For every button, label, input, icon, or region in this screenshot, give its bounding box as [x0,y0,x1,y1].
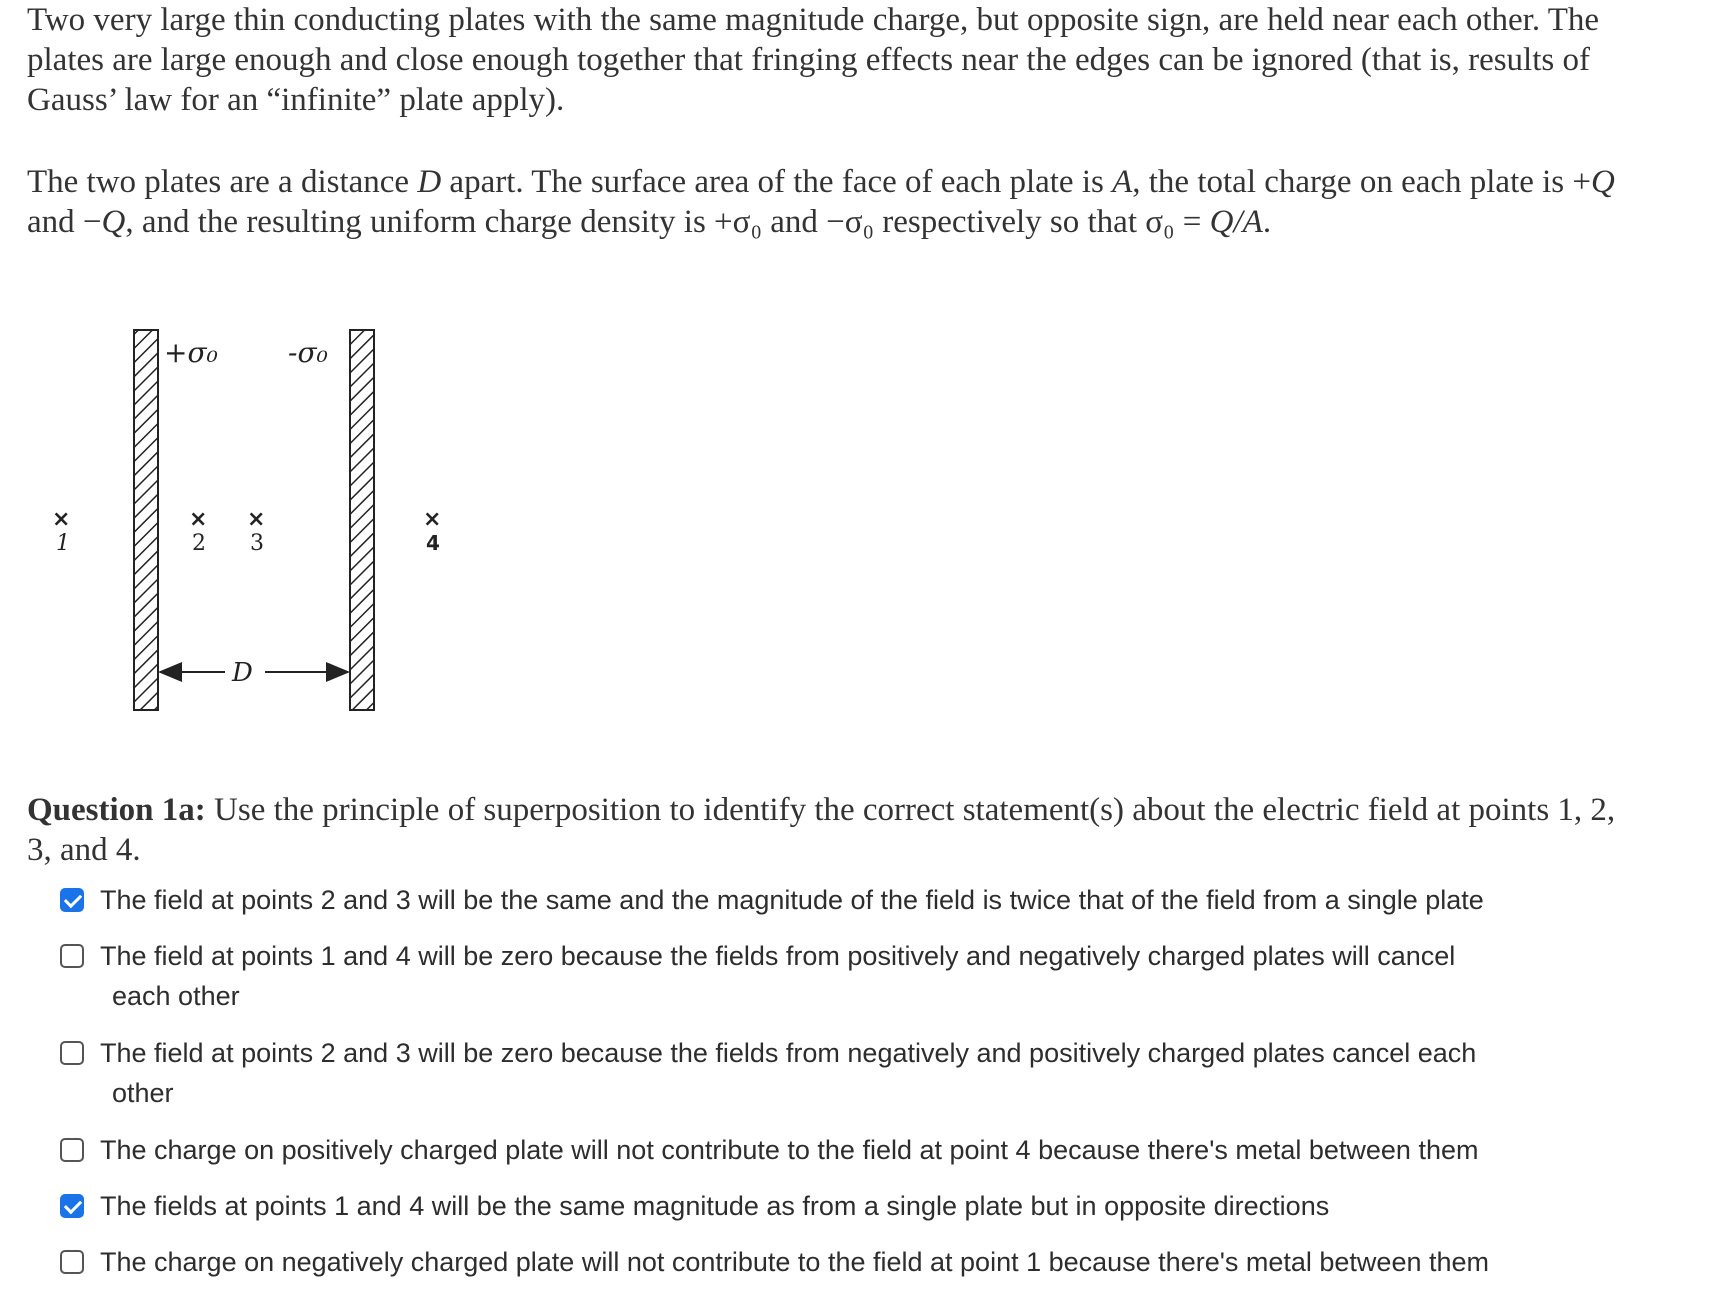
intro-paragraph-1 [27,0,1647,120]
point-3 [247,507,265,556]
var-Q-over-A: Q/A [1209,204,1263,240]
svg-text:1: 1 [56,531,70,556]
option-3-checkbox[interactable] [60,1041,84,1065]
option-4[interactable] [58,1130,1678,1170]
point-4 [423,507,441,555]
p2-text-d: and − [27,204,102,240]
option-4-label: The charge on positively charged plate will not contribute to the field at point 4 because there's metal between them [100,1135,1479,1165]
distance-arrow [160,658,348,688]
point-1 [52,507,70,556]
option-2-checkbox[interactable] [60,944,84,968]
point-2 [189,507,207,556]
option-5[interactable] [58,1186,1678,1226]
p2-text-f: . [1262,204,1272,240]
svg-text:×: × [247,507,266,532]
svg-text:×: × [423,507,442,532]
option-2-label: The field at points 1 and 4 will be zero because the fields from positively and negatively charged plates will cancel [100,941,1456,971]
svg-text:3: 3 [250,531,264,556]
option-3-label: The field at points 2 and 3 will be zero because the fields from negatively and positively charged plates cancel each [100,1038,1477,1068]
svg-text:×: × [189,507,208,532]
option-2[interactable] [58,936,1678,1016]
option-5-checkbox[interactable] [60,1194,84,1218]
option-1-checkbox[interactable] [60,888,84,912]
positive-plate-label: +σ₀ [164,336,218,369]
p2-text-b: apart. The surface area of the face of each plate is [441,164,1113,200]
question-label: Question 1a: [27,792,206,828]
option-5-label: The fields at points 1 and 4 will be the same magnitude as from a single plate but in opposite directions [100,1191,1330,1221]
distance-label: D [232,658,253,688]
var-A: A [1112,164,1133,200]
var-D: D [417,164,442,200]
option-6[interactable] [58,1242,1678,1282]
option-3[interactable] [58,1033,1678,1113]
option-3-label-cont: other [112,1078,174,1108]
var-Q-negative: Q [101,204,126,240]
question-1a [27,790,1647,870]
p2-text-a: The two plates are a distance [27,164,418,200]
option-6-checkbox[interactable] [60,1250,84,1274]
question-text: Use the principle of superposition to identify the correct statement(s) about the electric field at points 1, 2, 3, and 4. [27,792,1616,868]
svg-text:4: 4 [426,531,440,555]
option-1-label: The field at points 2 and 3 will be the same and the magnitude of the field is twice that of the field from a single plate [100,885,1484,915]
var-Q-positive: Q [1591,164,1615,200]
negative-plate-label: -σ₀ [288,336,328,369]
negative-plate [350,330,374,710]
svg-text:2: 2 [192,531,206,556]
parallel-plates-diagram [40,300,520,740]
option-4-checkbox[interactable] [60,1138,84,1162]
intro-p1-text: Two very large thin conducting plates with the same magnitude charge, but opposite sign, are held near each other. The plates are large enough and close enough together that fringing effects near the edges can be ignored (that is, results of Gauss’ law for an “infinite” plate apply). [27,2,1600,118]
svg-text:×: × [52,507,71,532]
p2-text-e: , and the resulting uniform charge density is +σ₀ and −σ₀ respectively so that σ₀ = [125,204,1210,240]
positive-plate [134,330,158,710]
intro-paragraph-2 [27,162,1647,242]
option-1[interactable] [58,880,1678,920]
option-2-label-cont: each other [112,981,240,1011]
p2-text-c: , the total charge on each plate is + [1132,164,1592,200]
option-6-label: The charge on negatively charged plate will not contribute to the field at point 1 because there's metal between them [100,1247,1490,1277]
